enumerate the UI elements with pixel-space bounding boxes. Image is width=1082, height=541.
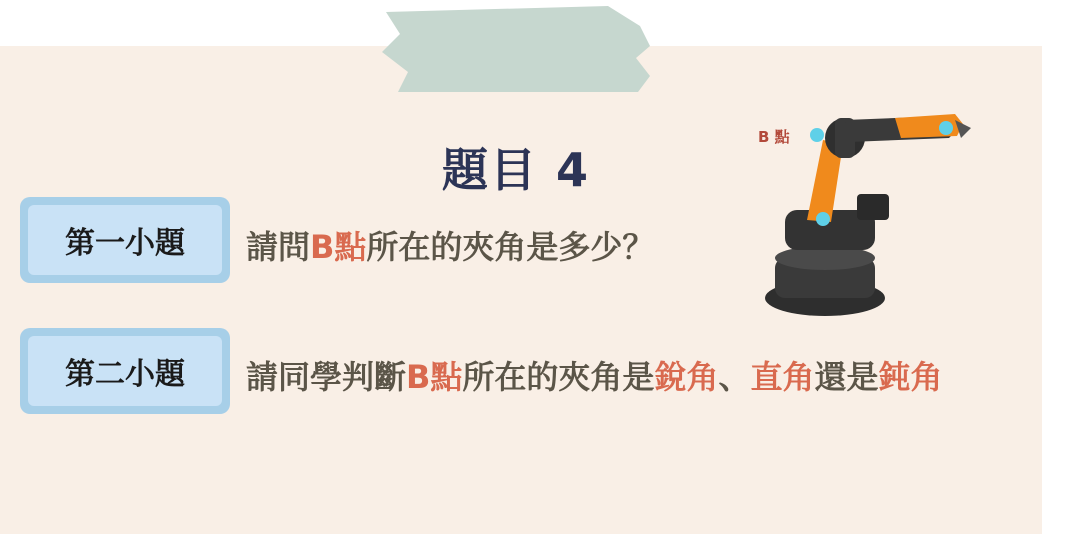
page-title: 題目 4: [442, 143, 591, 197]
question-2-text: 請同學判斷B點所在的夾角是銳角、直角還是鈍角: [246, 358, 943, 396]
question-2-label: 第二小題: [20, 328, 230, 414]
point-b-label: B 點: [758, 128, 790, 146]
question-1-label: 第一小題: [20, 197, 230, 283]
question-1-text: 請問B點所在的夾角是多少？: [246, 228, 655, 266]
tape-decoration: [378, 6, 658, 96]
